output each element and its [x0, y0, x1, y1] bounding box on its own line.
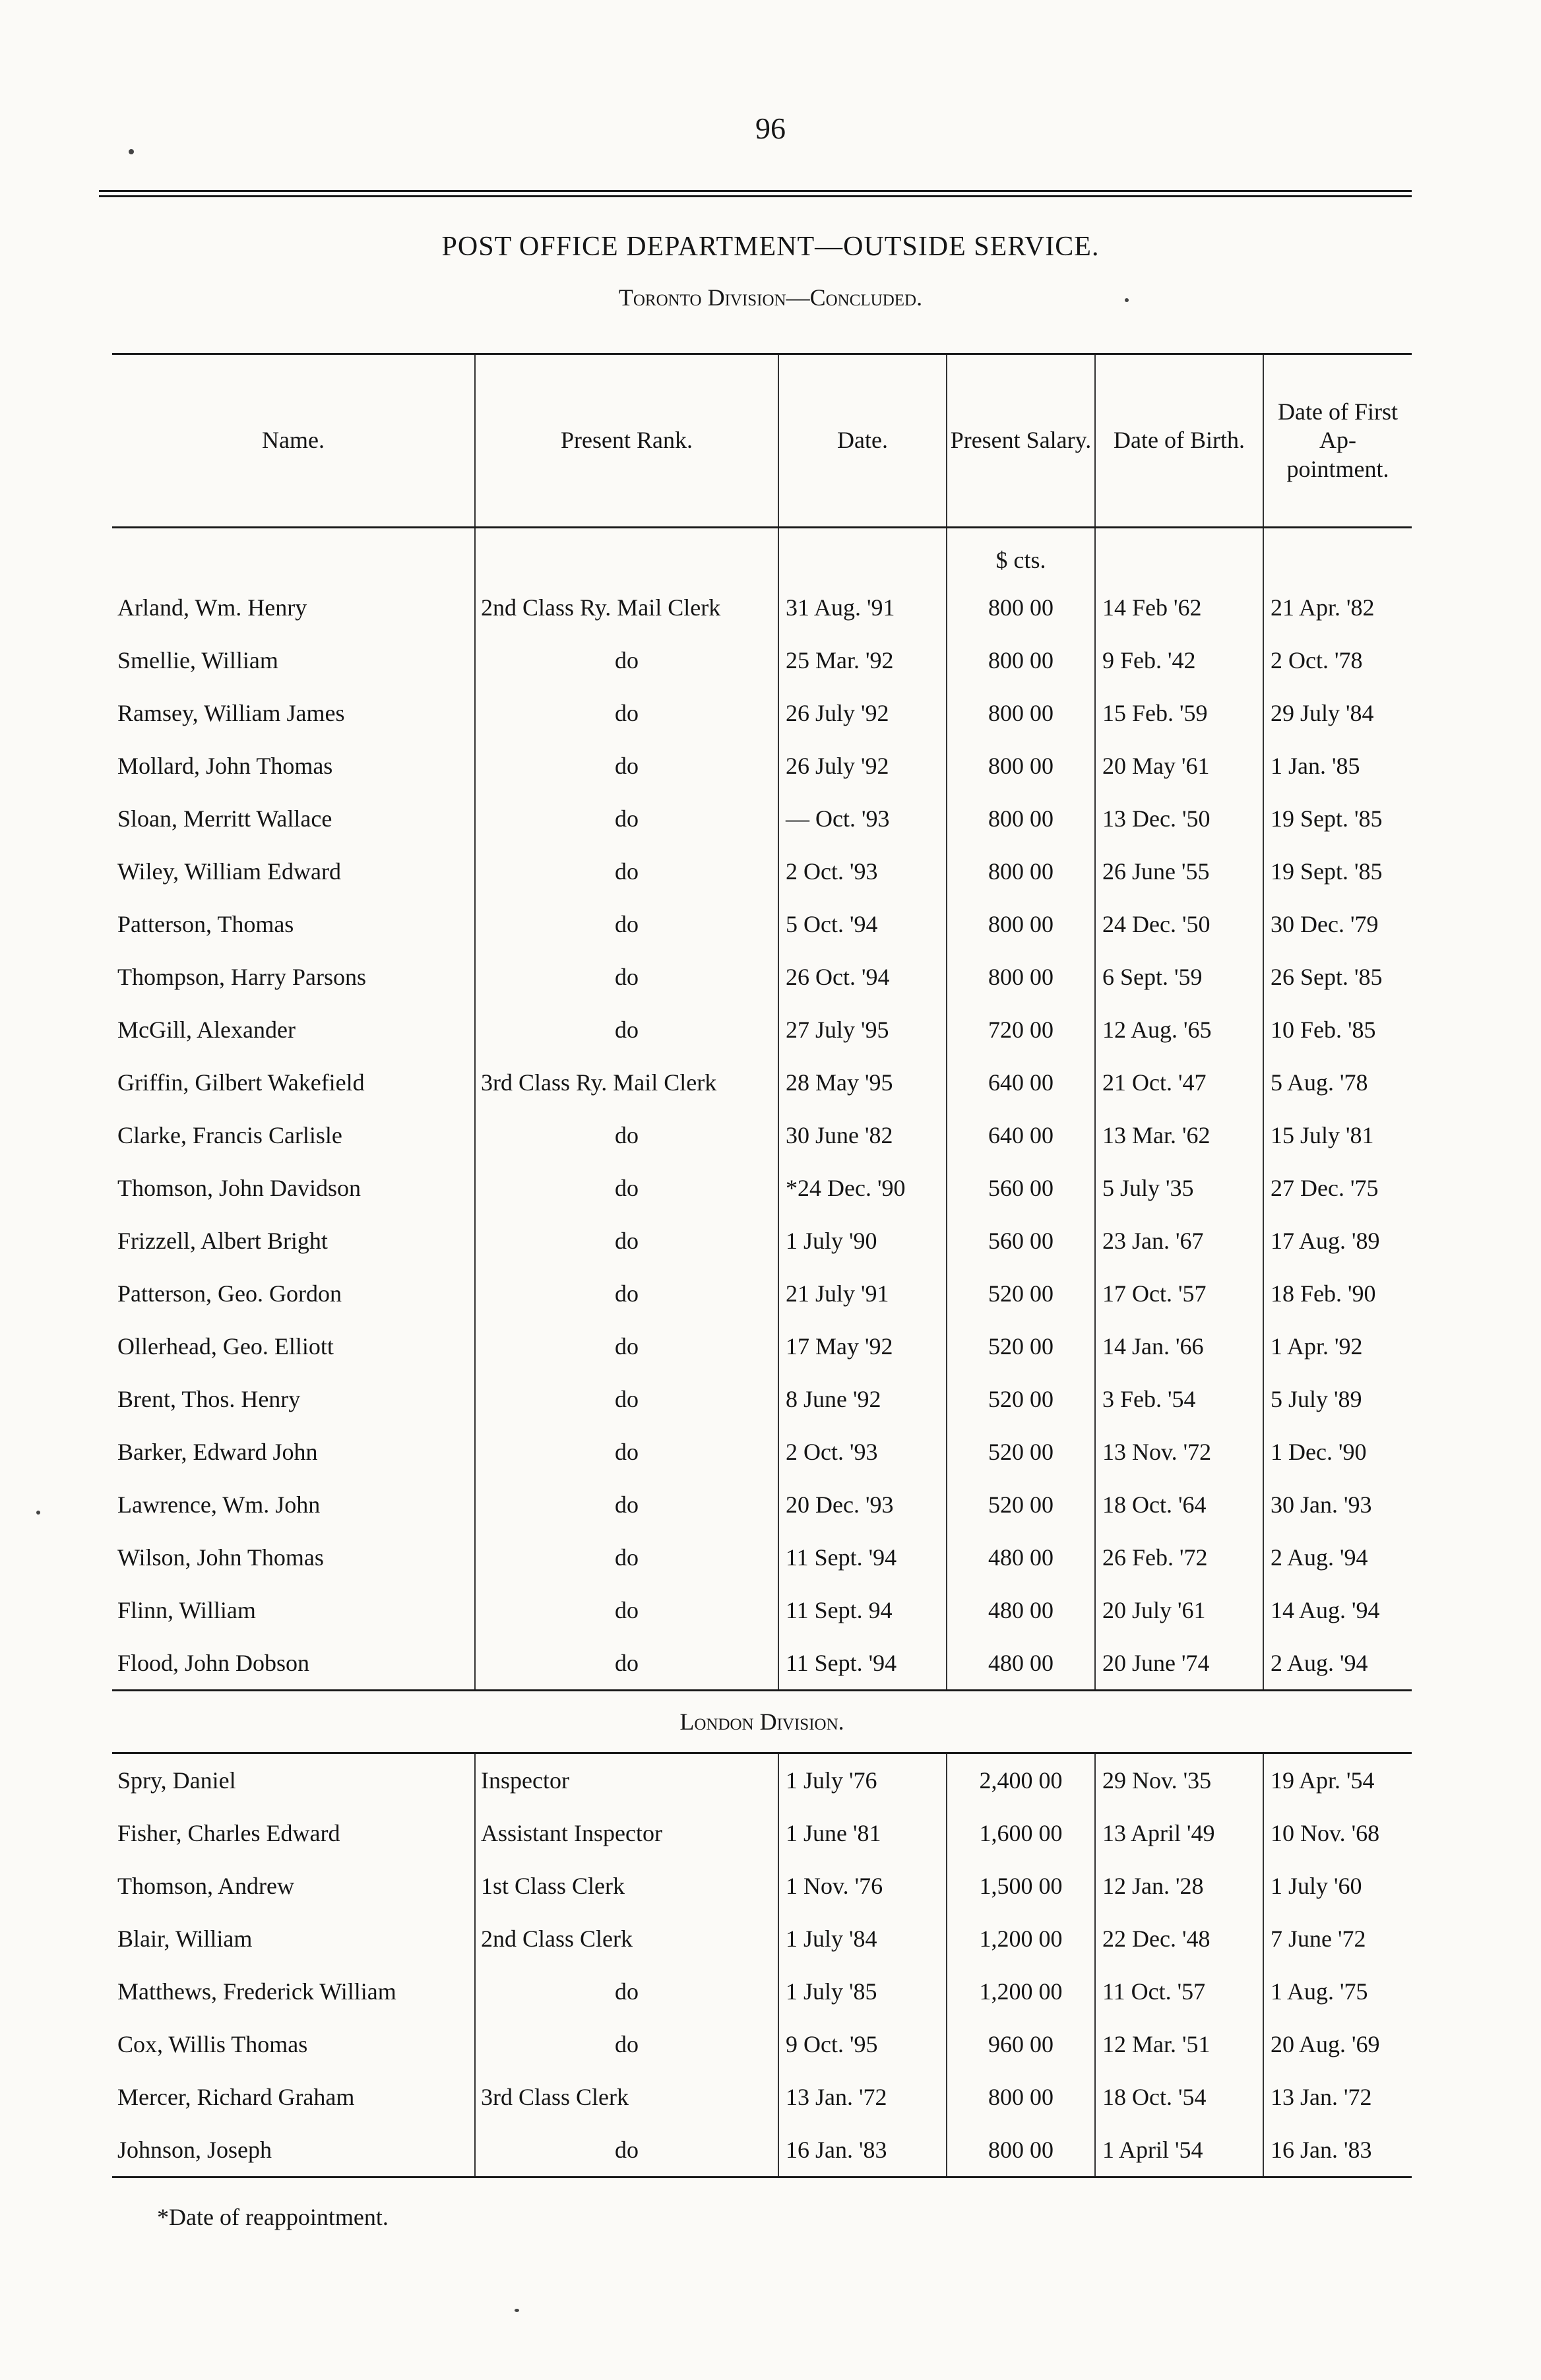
cell-salary: 800 00 — [947, 898, 1095, 951]
cell-first-appointment: 26 Sept. '85 — [1263, 951, 1412, 1003]
cell-salary: 520 00 — [947, 1425, 1095, 1478]
cell-birth: 12 Mar. '51 — [1095, 2018, 1263, 2071]
cell-salary: 800 00 — [947, 792, 1095, 845]
header-row — [112, 354, 1412, 528]
cell-first-appointment: 19 Apr. '54 — [1263, 1753, 1412, 1807]
cell-first-appointment: 2 Aug. '94 — [1263, 1531, 1412, 1584]
cell-date: 26 July '92 — [778, 687, 947, 739]
table-row — [112, 1753, 1412, 1807]
cell-name: Sloan, Merritt Wallace — [117, 805, 332, 832]
cell-date: 25 Mar. '92 — [778, 634, 947, 687]
cell-birth: 26 Feb. '72 — [1095, 1531, 1263, 1584]
cell-date: 31 Aug. '91 — [778, 581, 947, 634]
page-subtitle: Toronto Division—Concluded. — [618, 284, 923, 311]
cell-birth: 13 Mar. '62 — [1095, 1109, 1263, 1162]
cell-rank: Assistant Inspector — [475, 1807, 778, 1860]
cell-birth: 3 Feb. '54 — [1095, 1373, 1263, 1425]
cell-birth: 15 Feb. '59 — [1095, 687, 1263, 739]
table-row — [112, 2071, 1412, 2123]
cell-salary: 520 00 — [947, 1320, 1095, 1373]
cell-first-appointment: 17 Aug. '89 — [1263, 1214, 1412, 1267]
cell-rank: do — [475, 1109, 778, 1162]
cell-name: Mollard, John Thomas — [117, 753, 333, 779]
col-header-birth: Date of Birth. — [1095, 354, 1263, 528]
table-row — [112, 951, 1412, 1003]
table-row — [112, 1807, 1412, 1860]
col-header-first-appointment: Date of First Ap- pointment. — [1263, 354, 1412, 528]
cell-birth: 14 Feb '62 — [1095, 581, 1263, 634]
col-header-name: Name. — [112, 354, 475, 528]
cell-date: 1 July '85 — [778, 1965, 947, 2018]
table-row — [112, 1109, 1412, 1162]
cell-first-appointment: 20 Aug. '69 — [1263, 2018, 1412, 2071]
cell-first-appointment: 14 Aug. '94 — [1263, 1584, 1412, 1637]
cell-rank: do — [475, 1162, 778, 1214]
cell-name: Griffin, Gilbert Wakefield — [117, 1069, 365, 1096]
cell-salary: 480 00 — [947, 1531, 1095, 1584]
cell-salary: 800 00 — [947, 687, 1095, 739]
cell-name: Mercer, Richard Graham — [117, 2084, 355, 2110]
cell-name: Matthews, Frederick William — [117, 1978, 396, 2005]
cell-rank: do — [475, 1425, 778, 1478]
cell-rank: do — [475, 2123, 778, 2177]
cell-date: 27 July '95 — [778, 1003, 947, 1056]
salary-units: $ cts. — [947, 528, 1095, 582]
print-speck — [515, 2309, 519, 2312]
table-row — [112, 1912, 1412, 1965]
table-row — [112, 2018, 1412, 2071]
table-row — [112, 1860, 1412, 1912]
cell-first-appointment: 18 Feb. '90 — [1263, 1267, 1412, 1320]
cell-date: 11 Sept. '94 — [778, 1637, 947, 1691]
cell-rank: do — [475, 739, 778, 792]
cell-rank: do — [475, 2018, 778, 2071]
cell-name: Flinn, William — [117, 1597, 256, 1623]
cell-birth: 20 July '61 — [1095, 1584, 1263, 1637]
cell-salary: 1,600 00 — [947, 1807, 1095, 1860]
cell-date: 28 May '95 — [778, 1056, 947, 1109]
cell-rank: 3rd Class Clerk — [475, 2071, 778, 2123]
division-row — [112, 1691, 1412, 1753]
cell-name: Thomson, Andrew — [117, 1873, 294, 1899]
cell-date: 17 May '92 — [778, 1320, 947, 1373]
cell-date: 1 July '90 — [778, 1214, 947, 1267]
cell-rank: do — [475, 1267, 778, 1320]
cell-birth: 17 Oct. '57 — [1095, 1267, 1263, 1320]
cell-rank: 3rd Class Ry. Mail Clerk — [475, 1056, 778, 1109]
cell-name: Fisher, Charles Edward — [117, 1820, 340, 1846]
cell-birth: 12 Jan. '28 — [1095, 1860, 1263, 1912]
cell-birth: 1 April '54 — [1095, 2123, 1263, 2177]
cell-name: Spry, Daniel — [117, 1767, 236, 1794]
cell-rank: do — [475, 1320, 778, 1373]
cell-name: Thomson, John Davidson — [117, 1175, 361, 1201]
units-row — [112, 528, 1412, 582]
page-number: 96 — [755, 111, 786, 145]
cell-salary: 480 00 — [947, 1637, 1095, 1691]
cell-salary: 800 00 — [947, 739, 1095, 792]
cell-salary: 2,400 00 — [947, 1753, 1095, 1807]
cell-salary: 800 00 — [947, 634, 1095, 687]
cell-rank: Inspector — [475, 1753, 778, 1807]
cell-rank: do — [475, 898, 778, 951]
cell-rank: do — [475, 1478, 778, 1531]
print-speck — [1125, 298, 1129, 302]
cell-first-appointment: 29 July '84 — [1263, 687, 1412, 739]
cell-rank: do — [475, 1003, 778, 1056]
cell-date: 2 Oct. '93 — [778, 1425, 947, 1478]
cell-rank: do — [475, 1373, 778, 1425]
table-row — [112, 1267, 1412, 1320]
cell-date: 11 Sept. 94 — [778, 1584, 947, 1637]
cell-rank: do — [475, 1531, 778, 1584]
cell-salary: 800 00 — [947, 951, 1095, 1003]
cell-first-appointment: 30 Dec. '79 — [1263, 898, 1412, 951]
cell-date: 26 Oct. '94 — [778, 951, 947, 1003]
cell-salary: 720 00 — [947, 1003, 1095, 1056]
cell-birth: 26 June '55 — [1095, 845, 1263, 898]
staff-table — [112, 353, 1412, 2178]
cell-name: Ollerhead, Geo. Elliott — [117, 1333, 334, 1360]
cell-first-appointment: 2 Oct. '78 — [1263, 634, 1412, 687]
cell-birth: 9 Feb. '42 — [1095, 634, 1263, 687]
cell-date: 1 June '81 — [778, 1807, 947, 1860]
cell-birth: 13 Dec. '50 — [1095, 792, 1263, 845]
cell-first-appointment: 16 Jan. '83 — [1263, 2123, 1412, 2177]
cell-salary: 800 00 — [947, 2123, 1095, 2177]
col-header-salary: Present Salary. — [947, 354, 1095, 528]
cell-name: Lawrence, Wm. John — [117, 1491, 321, 1518]
table-row — [112, 898, 1412, 951]
cell-first-appointment: 13 Jan. '72 — [1263, 2071, 1412, 2123]
cell-birth: 14 Jan. '66 — [1095, 1320, 1263, 1373]
print-speck — [36, 1511, 40, 1515]
cell-salary: 800 00 — [947, 2071, 1095, 2123]
cell-first-appointment: 30 Jan. '93 — [1263, 1478, 1412, 1531]
cell-date: 1 July '84 — [778, 1912, 947, 1965]
cell-rank: 1st Class Clerk — [475, 1860, 778, 1912]
division-heading: London Division. — [112, 1691, 1412, 1753]
print-speck — [129, 149, 134, 154]
cell-rank: do — [475, 1637, 778, 1691]
cell-salary: 640 00 — [947, 1056, 1095, 1109]
cell-first-appointment: 2 Aug. '94 — [1263, 1637, 1412, 1691]
cell-salary: 960 00 — [947, 2018, 1095, 2071]
cell-name: Arland, Wm. Henry — [117, 594, 307, 621]
cell-birth: 21 Oct. '47 — [1095, 1056, 1263, 1109]
cell-name: Clarke, Francis Carlisle — [117, 1122, 342, 1148]
table-row — [112, 1637, 1412, 1691]
cell-first-appointment: 1 Jan. '85 — [1263, 739, 1412, 792]
cell-name: Wiley, William Edward — [117, 858, 342, 885]
cell-birth: 29 Nov. '35 — [1095, 1753, 1263, 1807]
cell-rank: do — [475, 687, 778, 739]
table-row — [112, 2123, 1412, 2177]
cell-birth: 18 Oct. '64 — [1095, 1478, 1263, 1531]
cell-salary: 1,200 00 — [947, 1912, 1095, 1965]
page-title: POST OFFICE DEPARTMENT—OUTSIDE SERVICE. — [441, 232, 1100, 262]
cell-date: 8 June '92 — [778, 1373, 947, 1425]
cell-birth: 22 Dec. '48 — [1095, 1912, 1263, 1965]
cell-first-appointment: 1 Dec. '90 — [1263, 1425, 1412, 1478]
cell-date: 11 Sept. '94 — [778, 1531, 947, 1584]
cell-rank: do — [475, 845, 778, 898]
cell-first-appointment: 10 Feb. '85 — [1263, 1003, 1412, 1056]
cell-name: Johnson, Joseph — [112, 2123, 475, 2177]
table-row — [112, 581, 1412, 634]
cell-birth: 5 July '35 — [1095, 1162, 1263, 1214]
table-row — [112, 1320, 1412, 1373]
table-row — [112, 1162, 1412, 1214]
table-row — [112, 845, 1412, 898]
cell-date: 13 Jan. '72 — [778, 2071, 947, 2123]
cell-rank: do — [475, 792, 778, 845]
table-row — [112, 792, 1412, 845]
cell-first-appointment: 1 Aug. '75 — [1263, 1965, 1412, 2018]
cell-name: Frizzell, Albert Bright — [117, 1228, 328, 1254]
cell-date: 1 July '76 — [778, 1753, 947, 1807]
cell-birth: 6 Sept. '59 — [1095, 951, 1263, 1003]
top-rule — [99, 190, 1412, 192]
col-header-rank: Present Rank. — [475, 354, 778, 528]
table-row — [112, 1965, 1412, 2018]
cell-birth: 11 Oct. '57 — [1095, 1965, 1263, 2018]
cell-rank: do — [475, 634, 778, 687]
cell-first-appointment: 1 Apr. '92 — [1263, 1320, 1412, 1373]
cell-name: Brent, Thos. Henry — [117, 1386, 301, 1412]
cell-birth: 20 May '61 — [1095, 739, 1263, 792]
table-row — [112, 1531, 1412, 1584]
table-row — [112, 1214, 1412, 1267]
table-row — [112, 1003, 1412, 1056]
cell-rank: 2nd Class Ry. Mail Clerk — [475, 581, 778, 634]
cell-name: Patterson, Geo. Gordon — [117, 1280, 342, 1307]
cell-salary: 560 00 — [947, 1162, 1095, 1214]
cell-date: 16 Jan. '83 — [778, 2123, 947, 2177]
table-row — [112, 739, 1412, 792]
cell-salary: 1,500 00 — [947, 1860, 1095, 1912]
cell-date: 30 June '82 — [778, 1109, 947, 1162]
cell-name: McGill, Alexander — [117, 1017, 296, 1043]
cell-first-appointment: 1 July '60 — [1263, 1860, 1412, 1912]
table-row — [112, 634, 1412, 687]
cell-date: 1 Nov. '76 — [778, 1860, 947, 1912]
table-row — [112, 1584, 1412, 1637]
cell-rank: do — [475, 951, 778, 1003]
cell-birth: 13 Nov. '72 — [1095, 1425, 1263, 1478]
cell-first-appointment: 5 July '89 — [1263, 1373, 1412, 1425]
cell-birth: 20 June '74 — [1095, 1637, 1263, 1691]
cell-birth: 13 April '49 — [1095, 1807, 1263, 1860]
cell-name: Patterson, Thomas — [117, 911, 294, 937]
cell-first-appointment: 21 Apr. '82 — [1263, 581, 1412, 634]
cell-first-appointment: 5 Aug. '78 — [1263, 1056, 1412, 1109]
cell-date: — Oct. '93 — [778, 792, 947, 845]
cell-first-appointment: 19 Sept. '85 — [1263, 792, 1412, 845]
footnote: *Date of reappointment. — [157, 2204, 389, 2230]
table-row — [112, 1478, 1412, 1531]
cell-date: *24 Dec. '90 — [778, 1162, 947, 1214]
cell-first-appointment: 7 June '72 — [1263, 1912, 1412, 1965]
cell-name: Barker, Edward John — [117, 1439, 318, 1465]
cell-salary: 520 00 — [947, 1478, 1095, 1531]
cell-salary: 640 00 — [947, 1109, 1095, 1162]
cell-name: Ramsey, William James — [117, 700, 345, 726]
cell-salary: 560 00 — [947, 1214, 1095, 1267]
cell-salary: 1,200 00 — [947, 1965, 1095, 2018]
cell-birth: 18 Oct. '54 — [1095, 2071, 1263, 2123]
cell-first-appointment: 27 Dec. '75 — [1263, 1162, 1412, 1214]
cell-date: 20 Dec. '93 — [778, 1478, 947, 1531]
cell-name: Thompson, Harry Parsons — [117, 964, 366, 990]
cell-salary: 800 00 — [947, 845, 1095, 898]
cell-birth: 24 Dec. '50 — [1095, 898, 1263, 951]
cell-date: 9 Oct. '95 — [778, 2018, 947, 2071]
cell-first-appointment: 15 July '81 — [1263, 1109, 1412, 1162]
table-row — [112, 1056, 1412, 1109]
cell-birth: 12 Aug. '65 — [1095, 1003, 1263, 1056]
cell-rank: 2nd Class Clerk — [475, 1912, 778, 1965]
cell-birth: 23 Jan. '67 — [1095, 1214, 1263, 1267]
cell-salary: 520 00 — [947, 1373, 1095, 1425]
cell-salary: 520 00 — [947, 1267, 1095, 1320]
cell-name: Cox, Willis Thomas — [117, 2031, 308, 2057]
cell-date: 2 Oct. '93 — [778, 845, 947, 898]
cell-name: Smellie, William — [117, 647, 278, 673]
cell-date: 26 July '92 — [778, 739, 947, 792]
cell-rank: do — [475, 1214, 778, 1267]
cell-rank: do — [475, 1965, 778, 2018]
cell-date: 21 July '91 — [778, 1267, 947, 1320]
cell-name: Flood, John Dobson — [117, 1650, 310, 1676]
cell-first-appointment: 19 Sept. '85 — [1263, 845, 1412, 898]
cell-salary: 800 00 — [947, 581, 1095, 634]
top-rule-double — [99, 195, 1412, 197]
table-row — [112, 1373, 1412, 1425]
cell-rank: do — [475, 1584, 778, 1637]
cell-name: Blair, William — [117, 1926, 253, 1952]
col-header-date: Date. — [778, 354, 947, 528]
cell-salary: 480 00 — [947, 1584, 1095, 1637]
cell-name: Wilson, John Thomas — [117, 1544, 324, 1571]
cell-date: 5 Oct. '94 — [778, 898, 947, 951]
table-row — [112, 687, 1412, 739]
table-row — [112, 1425, 1412, 1478]
cell-first-appointment: 10 Nov. '68 — [1263, 1807, 1412, 1860]
